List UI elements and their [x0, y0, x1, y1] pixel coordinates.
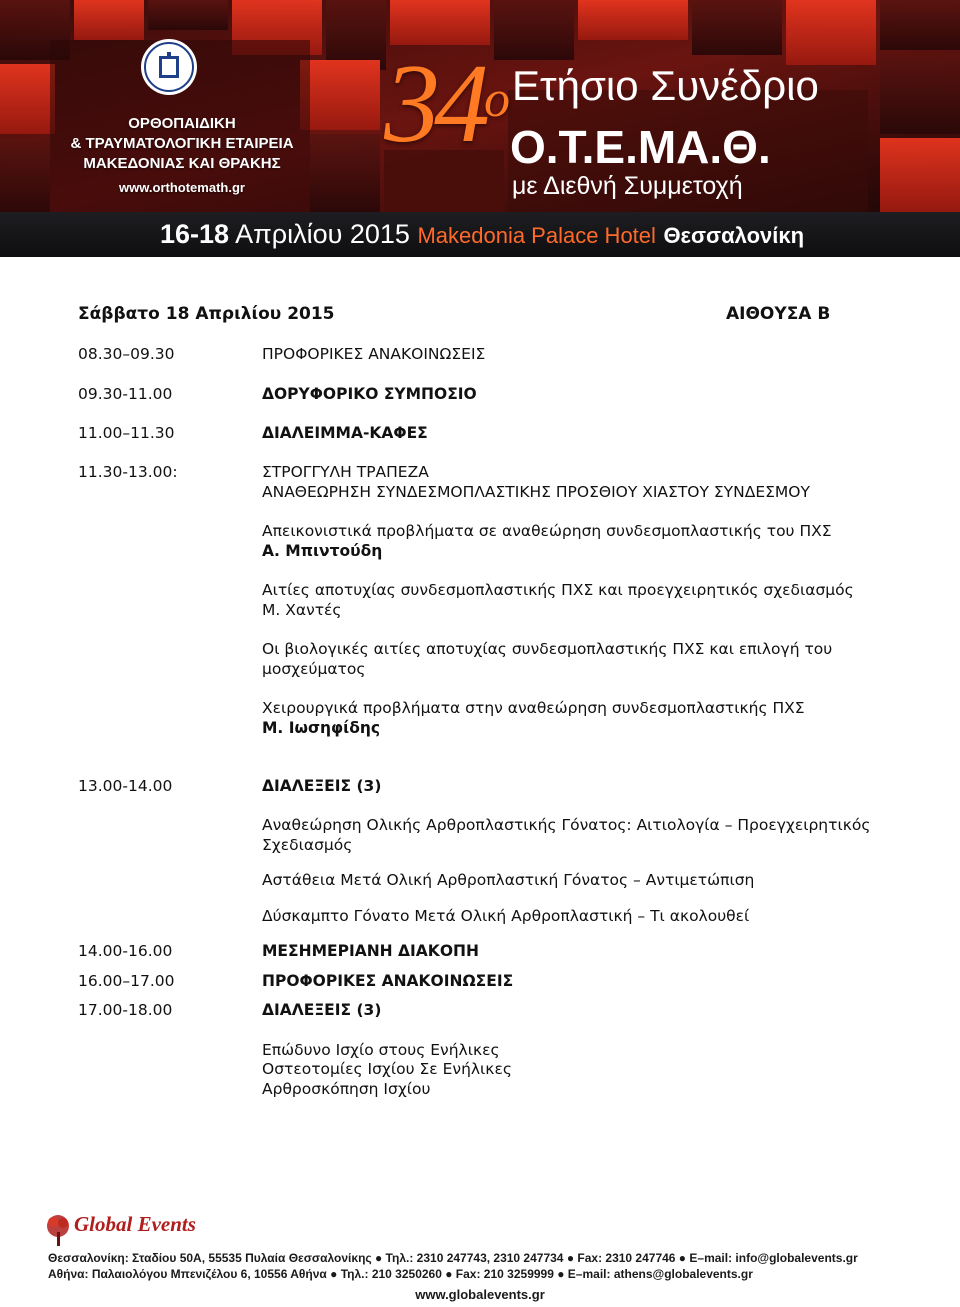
society-emblem-icon	[140, 38, 198, 96]
session-time: 16.00–17.00	[78, 972, 175, 990]
session-title: ΔΙΑΛΕΞΕΙΣ (3)	[262, 1001, 382, 1019]
lecture-title: Επώδυνο Ισχίο στους Ενήλικες	[262, 1041, 500, 1059]
session-time: 13.00-14.00	[78, 777, 173, 795]
session-title: ΔΙΑΛΕΙΜΜΑ-ΚΑΦΕΣ	[262, 424, 428, 442]
society-name-line-1: ΟΡΘΟΠΑΙΔΙΚΗ	[128, 115, 236, 132]
conference-month-year: Απριλίου 2015	[235, 219, 410, 249]
session-title: ΠΡΟΦΟΡΙΚΕΣ ΑΝΑΚΟΙΝΩΣΕΙΣ	[262, 972, 514, 990]
session-title: ΣΤΡΟΓΓΥΛΗ ΤΡΑΠΕΖΑ	[262, 463, 429, 481]
talk-speaker: Μ. Χαντές	[262, 601, 342, 619]
footer-website-link[interactable]: www.globalevents.gr	[415, 1287, 545, 1302]
talk-title: Αιτίες αποτυχίας συνδεσμοπλαστικής ΠΧΣ και προεγχειρητικός σχεδιασμός	[262, 581, 854, 599]
edition-number-suffix: ο	[484, 71, 510, 128]
global-events-logo: Global Events	[74, 1212, 196, 1236]
banner-date-venue	[160, 219, 804, 250]
conference-title-line-1: Ετήσιο Συνέδριο	[512, 62, 819, 109]
lecture-title: Δύσκαμπτο Γόνατο Μετά Ολική Αρθροπλαστική – Τι ακολουθεί	[262, 907, 750, 925]
session-time: 17.00-18.00	[78, 1001, 173, 1019]
lecture-title: Αναθεώρηση Ολικής Αρθροπλαστικής Γόνατος: Αιτιολογία – Προεγχειρητικός	[262, 816, 871, 834]
society-name-line-3: ΜΑΚΕΔΟΝΙΑΣ ΚΑΙ ΘΡΑΚΗΣ	[83, 155, 281, 172]
session-subtitle: ΑΝΑΘΕΩΡΗΣΗ ΣΥΝΔΕΣΜΟΠΛΑΣΤΙΚΗΣ ΠΡΟΣΘΙΟΥ ΧΙΑΣΤΟΥ ΣΥΝΔΕΣΜΟΥ	[262, 483, 810, 501]
conference-banner	[0, 0, 960, 257]
conference-city: Θεσσαλονίκη	[663, 223, 805, 248]
footer-contact-thessaloniki	[48, 1251, 858, 1265]
footer-contact-details: Σταδίου 50Α, 55535 Πυλαία Θεσσαλονίκης ● Τηλ.: 2310 247743, 2310 247734 ● Fax: 2310 247746 ● E–mail: info@globalevents.gr	[128, 1251, 858, 1265]
society-name	[62, 114, 302, 198]
footer-contact-details: Παλαιολόγου Μπενιζέλου 6, 10556 Αθήνα ● Τηλ.: 210 3250260 ● Fax: 210 3259999 ● E–mail: athens@globalevents.gr	[88, 1267, 753, 1281]
talk-title: Απεικονιστικά προβλήματα σε αναθεώρηση συνδεσμοπλαστικής του ΠΧΣ	[262, 522, 832, 540]
talk-speaker: Α. Μπιντούδη	[262, 542, 383, 560]
conference-dates: 16-18	[160, 219, 230, 249]
session-time: 08.30–09.30	[78, 345, 175, 363]
talk-title: Οι βιολογικές αιτίες αποτυχίας συνδεσμοπλαστικής ΠΧΣ και επιλογή του	[262, 640, 833, 658]
footer-city-label: Θεσσαλονίκη:	[48, 1251, 129, 1265]
session-title: ΔΙΑΛΕΞΕΙΣ (3)	[262, 777, 382, 795]
session-title: ΜΕΣΗΜΕΡΙΑΝΗ ΔΙΑΚΟΠΗ	[262, 942, 479, 960]
session-time: 14.00-16.00	[78, 942, 173, 960]
conference-venue: Makedonia Palace Hotel	[417, 223, 656, 248]
talk-title: Χειρουργικά προβλήματα στην αναθεώρηση συνδεσμοπλαστικής ΠΧΣ	[262, 699, 805, 717]
lecture-title: Αρθροσκόπηση Ισχίου	[262, 1080, 431, 1098]
edition-number-value: 34	[384, 42, 484, 166]
footer-city-label: Αθήνα:	[48, 1267, 89, 1281]
conference-title-line-2: Ο.Τ.Ε.ΜΑ.Θ.	[510, 121, 771, 173]
edition-number	[384, 42, 510, 166]
society-website-link[interactable]: www.orthotemath.gr	[119, 180, 245, 195]
session-title: ΠΡΟΦΟΡΙΚΕΣ ΑΝΑΚΟΙΝΩΣΕΙΣ	[262, 345, 486, 363]
lecture-title: Οστεοτομίες Ισχίου Σε Ενήλικες	[262, 1060, 512, 1078]
session-time: 11.00–11.30	[78, 424, 175, 442]
talk-speaker: Μ. Ιωσηφίδης	[262, 719, 381, 737]
lecture-title: Αστάθεια Μετά Ολική Αρθροπλαστική Γόνατος – Αντιμετώπιση	[262, 871, 755, 889]
society-name-line-2: & ΤΡΑΥΜΑΤΟΛΟΓΙΚΗ ΕΤΑΙΡΕΙΑ	[70, 135, 294, 152]
day-title: Σάββατο 18 Απριλίου 2015	[78, 304, 335, 324]
talk-title-continued: μοσχεύματος	[262, 660, 366, 678]
session-time: 09.30-11.00	[78, 385, 173, 403]
lecture-title-continued: Σχεδιασμός	[262, 836, 353, 854]
hall-name: ΑΙΘΟΥΣΑ Β	[726, 304, 831, 324]
footer-contact-athens	[48, 1267, 753, 1281]
session-time: 11.30-13.00:	[78, 463, 178, 481]
conference-title-line-3: με Διεθνή Συμμετοχή	[512, 172, 743, 200]
session-title: ΔΟΡΥΦΟΡΙΚΟ ΣΥΜΠΟΣΙΟ	[262, 385, 477, 403]
